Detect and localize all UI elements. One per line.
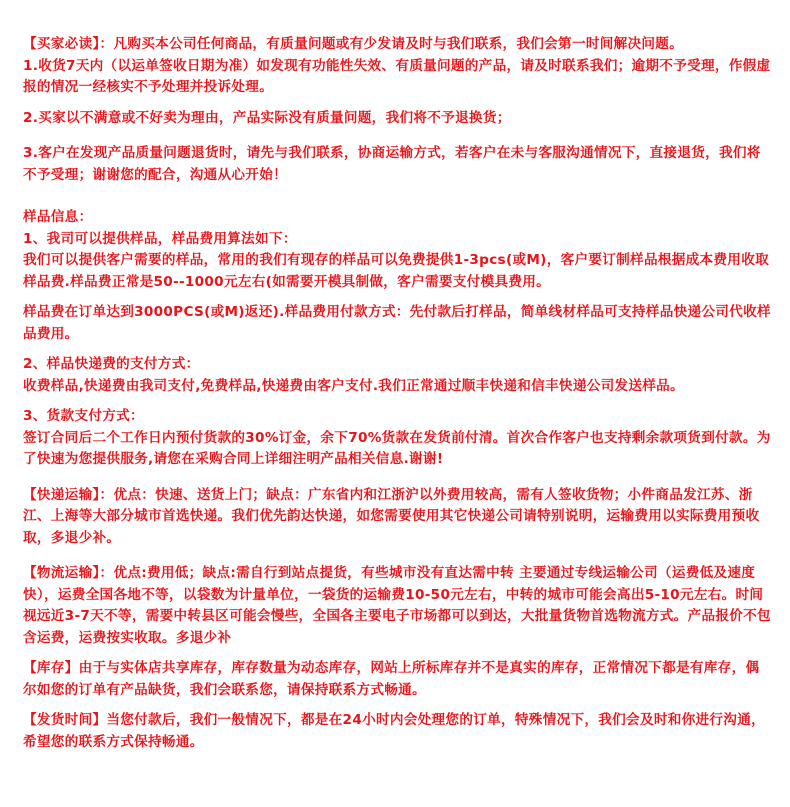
samples-item-1-refund: 样品费在订单达到3000PCS(或M)返还).样品费用付款方式：先付款后打样品，简单线材样品可支持样品快递公司代收样品费用。	[23, 304, 771, 342]
buyer-notice-document	[23, 34, 771, 753]
samples-item-2-body: 收费样品,快递费由我司支付,免费样品,快递费由客户支付.我们正常通过顺丰快递和信丰快递公司发送样品。	[23, 377, 684, 394]
samples-item-2-title: 2、样品快递费的支付方式：	[23, 356, 200, 372]
shipping-express: 【快递运输】：优点：快速、送货上门；缺点：广东省内和江浙沪以外费用较高，需有人签收货物；小件商品发江苏、浙江、上海等大部分城市首选快递。我们优先韵达快递，如您需要使用其它快递公司请特别说明，运输费用以实际费用预收取，多退少补。	[23, 486, 760, 546]
samples-heading: 样品信息：	[23, 209, 93, 225]
notice-rule-2: 2.买家以不满意或不好卖为理由，产品实际没有质量问题，我们将不予退换货；	[23, 109, 511, 126]
samples-item-3-title: 3、货款支付方式：	[23, 408, 144, 424]
samples-item-1-body: 我们可以提供客户需要的样品，常用的我们有现存的样品可以免费提供1-3pcs(或M)，客户要订制样品根据成本费用收取样品费.样品费正常是50--1000元左右(如需要开模具制做，客户需要支付模具费用。	[23, 252, 769, 290]
samples-item-3-body: 签订合同后二个工作日内预付货款的30%订金，余下70%货款在发货前付清。首次合作客户也支持剩余款项货到付款。为了快速为您提供服务,请您在采购合同上详细注明产品相关信息.谢谢!	[23, 429, 771, 467]
stock-notice: 【库存】由于与实体店共享库存，库存数量为动态库存，网站上所标库存并不是真实的库存，正常情况下都是有库存，偶尔如您的订单有产品缺货，我们会联系您，请保持联系方式畅通。	[23, 660, 760, 698]
samples-item-1-title: 1、我司可以提供样品，样品费用算法如下：	[23, 230, 297, 247]
notice-title: 【买家必读】：凡购买本公司任何商品，有质量问题或有少发请及时与我们联系，我们会第一时间解决问题。	[23, 36, 684, 52]
notice-rule-1: 1.收货7天内（以运单签收日期为准）如发现有功能性失效、有质量问题的产品，请及时联系我们；逾期不予受理，作假虚报的情况一经核实不予处理并投诉处理。	[23, 57, 771, 95]
delivery-time-notice: 【发货时间】当您付款后，我们一般情况下，都是在24小时内会处理您的订单，特殊情况下，我们会及时和你进行沟通，希望您的联系方式保持畅通。	[23, 712, 765, 750]
notice-rule-3: 3.客户在发现产品质量问题退货时，请先与我们联系，协商运输方式，若客户在未与客服沟通情况下，直接退货，我们将不予受理；谢谢您的配合，沟通从心开始！	[23, 145, 761, 183]
shipping-logistics: 【物流运输】：优点:费用低；缺点:需自行到站点提货，有些城市没有直达需中转 主要通过专线运输公司（运费低及速度快），运费全国各地不等，以袋数为计量单位，一袋货的运输费10-50元左右，中转的城市可能会高出5-10元左右。时间视远近3-7天不等，需要中转县区可能会慢些，全国各主要电子市场都可以到达，大批量货物首选物流方式。产品报价不包含运费，运费按实收取。多退少补	[23, 565, 771, 646]
